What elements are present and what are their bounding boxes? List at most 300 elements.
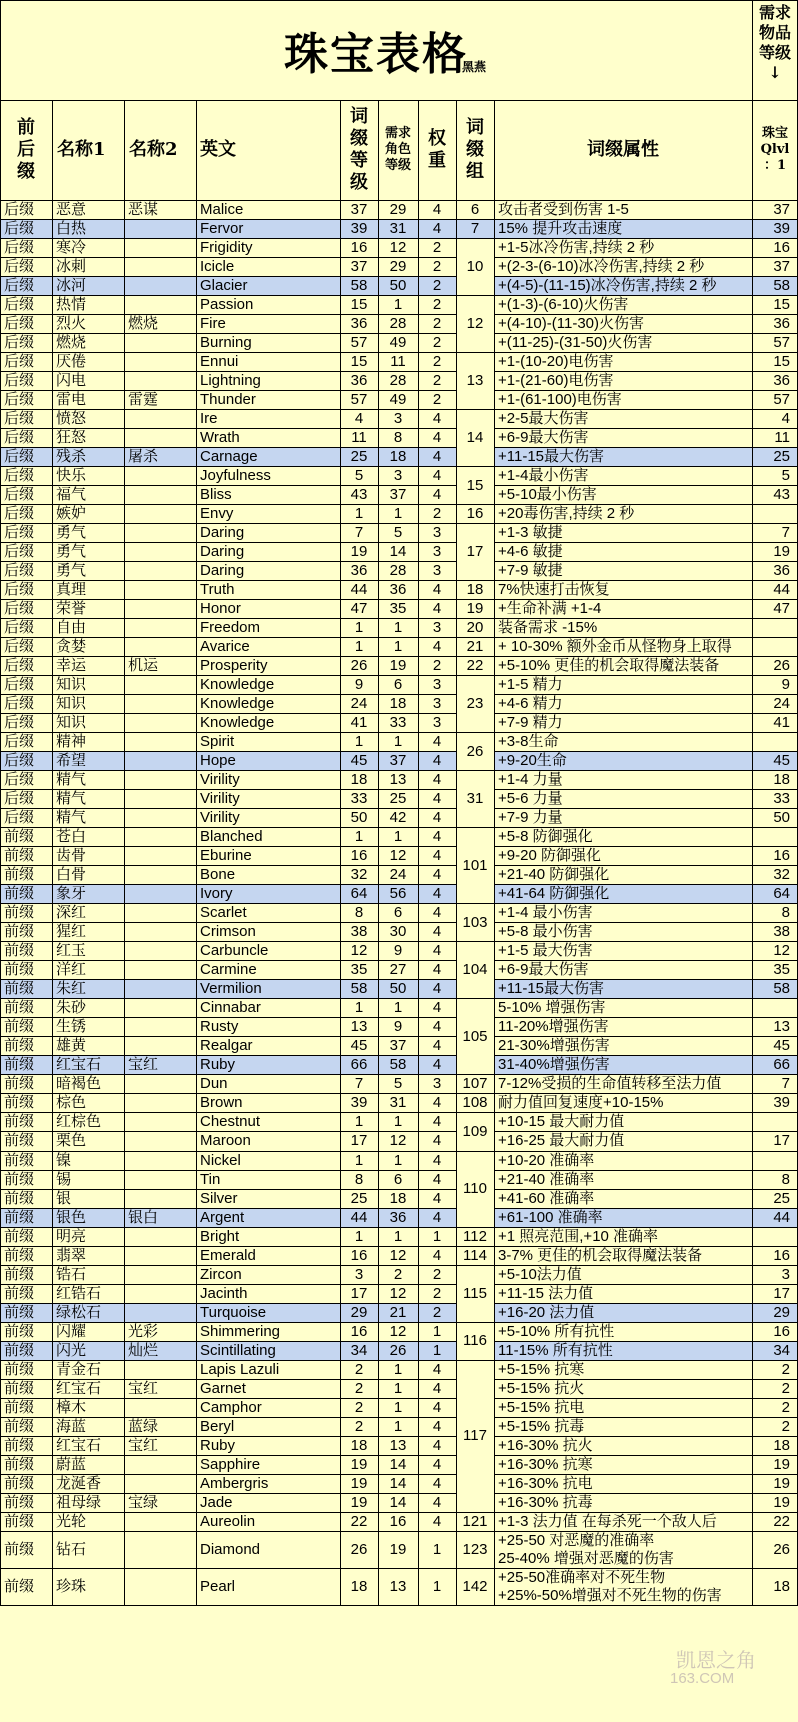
grid-line	[0, 1455, 456, 1456]
jewel-qlvl-cell: 36	[773, 562, 790, 580]
char-level-cell: 6	[393, 1170, 403, 1188]
weight-cell: 4	[432, 1398, 442, 1416]
english-cell: Wrath	[200, 429, 240, 447]
table-row	[0, 1455, 798, 1474]
affix-level-cell: 1	[354, 733, 364, 751]
grid-line	[456, 1512, 494, 1513]
affix-type-cell: 前缀	[4, 904, 35, 922]
attribute-cell: 3-7% 更佳的机会取得魔法装备	[498, 1246, 703, 1264]
affix-level-cell: 17	[350, 1132, 368, 1150]
attribute-cell: +5-15% 抗火	[498, 1379, 585, 1397]
attribute-cell: +21-40 防御强化	[498, 866, 610, 884]
affix-group-cell: 26	[456, 732, 494, 770]
grid-line	[0, 1055, 456, 1056]
header-line: ：1	[763, 158, 787, 173]
name1-cell: 白骨	[56, 866, 87, 884]
jewel-qlvl-cell	[752, 1112, 798, 1131]
english-cell: Scintillating	[196, 1341, 340, 1360]
table-row	[0, 618, 798, 637]
affix-level-cell: 8	[354, 904, 364, 922]
name2-cell	[124, 542, 196, 561]
english-cell: Passion	[200, 296, 254, 314]
name2-cell	[124, 808, 196, 827]
name2-cell	[124, 276, 196, 295]
grid-line	[418, 100, 419, 1605]
name2-cell	[124, 694, 196, 713]
col-header-jewel-qlvl	[752, 100, 798, 200]
affix-level-cell: 18	[350, 1577, 368, 1595]
english-cell: Joyfulness	[200, 467, 271, 485]
name2-cell	[124, 1074, 196, 1093]
affix-level-cell: 2	[354, 1379, 364, 1397]
affix-group-cell: 13	[456, 352, 494, 409]
name1-cell: 雄黄	[56, 1037, 87, 1055]
name2-cell	[124, 1189, 196, 1208]
weight-cell: 1	[432, 1227, 442, 1245]
attribute-cell	[494, 1531, 752, 1568]
english-cell: Silver	[200, 1189, 238, 1207]
jewel-qlvl-cell	[752, 1151, 798, 1170]
weight-cell: 4	[432, 1151, 442, 1169]
table-row	[0, 1398, 798, 1417]
jewel-qlvl-cell: 57	[773, 334, 790, 352]
affix-group-cell: 123	[456, 1531, 494, 1568]
char-level-cell: 1	[393, 999, 403, 1017]
header-char: 词	[350, 106, 368, 127]
name2-cell: 光彩	[128, 1322, 159, 1340]
grid-line	[0, 276, 456, 277]
name2-cell	[124, 789, 196, 808]
char-level-cell: 50	[378, 276, 418, 295]
english-cell: Bone	[200, 866, 236, 884]
affix-level-cell: 57	[350, 334, 368, 352]
english-cell: Carmine	[200, 961, 257, 979]
affix-type-cell: 后缀	[4, 657, 35, 675]
name1-cell: 祖母绿	[56, 1493, 102, 1511]
attribute-cell: +1-4 力量	[498, 771, 563, 789]
affix-level-cell: 5	[354, 467, 364, 485]
affix-type-cell: 前缀	[4, 1577, 35, 1595]
attribute-cell: +7-9 力量	[498, 809, 563, 827]
name1-cell: 红宝石	[56, 1379, 102, 1397]
affix-type-cell: 前缀	[4, 1398, 35, 1416]
affix-type-cell: 前缀	[0, 979, 52, 998]
name2-cell	[124, 352, 196, 371]
jewel-qlvl-cell: 19	[773, 1493, 790, 1511]
english-cell: Scarlet	[200, 904, 247, 922]
name2-cell: 宝红	[124, 1055, 196, 1074]
req-header-line: 等级	[758, 43, 791, 62]
affix-level-cell: 7	[354, 524, 364, 542]
grid-line	[0, 789, 456, 790]
name2-cell	[124, 219, 196, 238]
weight-cell: 4	[432, 847, 442, 865]
affix-type-cell: 前缀	[0, 1208, 52, 1227]
char-level-cell: 1	[393, 1360, 403, 1378]
table-row	[0, 865, 798, 884]
jewel-qlvl-cell: 38	[773, 923, 790, 941]
weight-cell: 2	[432, 334, 442, 352]
col-header-char-level	[378, 100, 418, 200]
english-cell: Honor	[200, 600, 241, 618]
jewel-qlvl-cell: 58	[752, 979, 798, 998]
jewel-qlvl-cell: 18	[773, 1577, 790, 1595]
affix-type-cell: 后缀	[4, 809, 35, 827]
table-row	[0, 1341, 798, 1360]
table-row	[0, 751, 798, 770]
english-cell: Fervor	[196, 219, 340, 238]
attribute-cell: +4-6 精力	[498, 695, 563, 713]
req-header-arrow: ↓	[768, 63, 782, 82]
attribute-cell: +16-30% 抗毒	[498, 1493, 593, 1511]
grid-line	[0, 599, 456, 600]
attribute-cell: +6-9最大伤害	[498, 961, 589, 979]
grid-line	[0, 865, 456, 866]
affix-type-cell: 后缀	[4, 391, 35, 409]
table-row	[0, 1474, 798, 1493]
weight-cell: 4	[432, 1037, 442, 1055]
jewel-qlvl-cell: 19	[773, 543, 790, 561]
header-char: 权	[428, 128, 446, 149]
table-row	[0, 846, 798, 865]
name2-cell	[124, 1151, 196, 1170]
attribute-cell: +1-4最小伤害	[498, 467, 589, 485]
english-cell: Rusty	[200, 1018, 239, 1036]
jewel-qlvl-cell: 36	[773, 315, 790, 333]
attribute-line: +25-50准确率对不死生物	[498, 1568, 666, 1586]
affix-type-cell: 后缀	[4, 790, 35, 808]
char-level-cell: 28	[389, 372, 407, 390]
weight-cell: 4	[432, 942, 442, 960]
affix-type-cell: 后缀	[4, 429, 35, 447]
attribute-cell: +(4-10)-(11-30)火伤害	[498, 315, 645, 333]
grid-line	[196, 100, 197, 1605]
attribute-cell: +20毒伤害,持续 2 秒	[498, 505, 635, 523]
affix-level-cell: 34	[340, 1341, 378, 1360]
jewel-qlvl-cell: 7	[781, 1075, 790, 1093]
grid-line	[0, 100, 798, 101]
weight-cell: 4	[432, 1113, 442, 1131]
attribute-cell: +5-8 防御强化	[498, 828, 593, 846]
name1-cell: 燃烧	[56, 334, 87, 352]
grid-line	[0, 1341, 456, 1342]
char-level-cell: 1	[393, 1227, 403, 1245]
char-level-cell: 1	[393, 1417, 403, 1435]
english-cell: Prosperity	[200, 657, 268, 675]
char-level-cell: 27	[389, 961, 407, 979]
affix-level-cell: 19	[350, 543, 368, 561]
table-row	[0, 922, 798, 941]
name2-cell	[124, 1303, 196, 1322]
grid-line	[0, 1436, 456, 1437]
name1-cell: 栗色	[56, 1132, 87, 1150]
english-cell: Argent	[196, 1208, 340, 1227]
char-level-cell: 28	[389, 562, 407, 580]
attribute-cell: +41-64 防御强化	[494, 884, 752, 903]
affix-level-cell: 8	[354, 1170, 364, 1188]
name2-cell	[124, 1474, 196, 1493]
name2-cell: 屠杀	[124, 447, 196, 466]
weight-cell: 4	[418, 884, 456, 903]
grid-line	[456, 466, 494, 467]
char-level-cell: 25	[389, 790, 407, 808]
grid-line	[0, 1112, 456, 1113]
grid-line	[0, 618, 456, 619]
affix-level-cell: 57	[350, 391, 368, 409]
attribute-cell: +2-5最大伤害	[498, 410, 589, 428]
grid-line	[0, 238, 456, 239]
name1-cell: 勇气	[56, 524, 87, 542]
table-row	[0, 998, 798, 1017]
table-row	[0, 1512, 798, 1531]
table-row	[0, 238, 798, 257]
attribute-cell: 11-15% 所有抗性	[494, 1341, 752, 1360]
attribute-cell: +5-15% 抗寒	[498, 1360, 585, 1378]
name2-cell	[124, 1170, 196, 1189]
attribute-cell: +10-15 最大耐力值	[498, 1113, 625, 1131]
weight-cell: 4	[432, 1512, 442, 1530]
affix-type-cell: 后缀	[4, 353, 35, 371]
english-cell: Carbuncle	[200, 942, 269, 960]
weight-cell: 4	[418, 219, 456, 238]
name1-cell: 白热	[52, 219, 124, 238]
affix-level-cell: 45	[350, 1037, 368, 1055]
affix-level-cell: 9	[354, 676, 364, 694]
name1-cell: 荣誉	[56, 600, 87, 618]
english-cell: Lightning	[200, 372, 261, 390]
char-level-cell: 36	[389, 581, 407, 599]
col-header-affix-level	[340, 100, 378, 200]
grid-line	[0, 561, 456, 562]
weight-cell: 4	[432, 1379, 442, 1397]
english-cell: Fire	[200, 315, 226, 333]
affix-group-cell: 108	[456, 1093, 494, 1112]
char-level-cell: 56	[378, 884, 418, 903]
grid-line	[0, 1474, 456, 1475]
name2-cell: 蓝绿	[128, 1417, 159, 1435]
page-title: 珠宝表格	[284, 29, 468, 80]
affix-group-cell: 121	[456, 1512, 494, 1531]
grid-line	[0, 1568, 456, 1569]
english-cell: Sapphire	[200, 1455, 261, 1473]
table-row	[0, 333, 798, 352]
jewel-qlvl-cell: 57	[773, 391, 790, 409]
affix-group-cell: 10	[456, 238, 494, 295]
jewel-qlvl-cell: 26	[773, 657, 790, 675]
affix-level-cell: 47	[350, 600, 368, 618]
char-level-cell: 49	[389, 334, 407, 352]
name1-cell: 镍	[56, 1151, 72, 1169]
english-cell: Virility	[200, 790, 240, 808]
name1-cell: 福气	[56, 486, 87, 504]
attribute-cell: +(11-25)-(31-50)火伤害	[498, 334, 653, 352]
name1-cell: 精神	[56, 733, 87, 751]
grid-line	[0, 542, 456, 543]
attribute-cell: +9-20 防御强化	[498, 847, 601, 865]
attribute-cell: 21-30%增强伤害	[498, 1037, 610, 1055]
weight-cell: 4	[432, 1360, 442, 1378]
grid-line	[0, 0, 798, 1]
name2-cell: 宝红	[128, 1379, 159, 1397]
grid-line	[0, 922, 456, 923]
affix-type-cell: 前缀	[4, 1113, 35, 1131]
char-level-cell: 42	[389, 809, 407, 827]
grid-line	[0, 656, 456, 657]
grid-line	[0, 219, 456, 220]
name2-cell	[124, 979, 196, 998]
affix-type-cell: 后缀	[4, 695, 35, 713]
weight-cell: 3	[432, 562, 442, 580]
grid-line	[0, 1379, 456, 1380]
char-level-cell: 50	[378, 979, 418, 998]
grid-line	[0, 257, 456, 258]
name1-cell: 红玉	[56, 942, 87, 960]
name1-cell: 热情	[56, 296, 87, 314]
weight-cell: 2	[432, 372, 442, 390]
name2-cell	[124, 238, 196, 257]
name1-cell: 嫉妒	[56, 505, 87, 523]
grid-line	[0, 751, 456, 752]
name1-cell: 红宝石	[52, 1055, 124, 1074]
name1-cell: 愤怒	[56, 410, 87, 428]
name2-cell	[124, 1036, 196, 1055]
grid-line	[456, 352, 494, 353]
affix-level-cell: 1	[354, 828, 364, 846]
grid-line	[456, 1568, 494, 1569]
affix-level-cell: 17	[350, 1284, 368, 1302]
affix-type-cell: 前缀	[0, 884, 52, 903]
jewel-qlvl-cell: 66	[752, 1055, 798, 1074]
grid-line	[456, 1151, 494, 1152]
affix-type-cell: 前缀	[4, 1075, 35, 1093]
grid-line	[0, 523, 456, 524]
grid-line	[0, 314, 456, 315]
attribute-cell: +1-3 敏捷	[498, 524, 563, 542]
grid-line	[0, 100, 1, 1605]
jewel-qlvl-cell	[752, 732, 798, 751]
table-row	[0, 295, 798, 314]
affix-level-cell: 18	[350, 1436, 368, 1454]
affix-type-cell: 前缀	[4, 1417, 35, 1435]
weight-cell: 1	[432, 1322, 442, 1340]
name2-cell	[124, 1455, 196, 1474]
table-row	[0, 1246, 798, 1265]
attribute-cell: 装备需求 -15%	[498, 619, 598, 637]
weight-cell: 3	[432, 695, 442, 713]
affix-level-cell: 2	[354, 1360, 364, 1378]
affix-group-cell: 6	[456, 200, 494, 219]
attribute-cell: 耐力值回复速度+10-15%	[498, 1094, 664, 1112]
jewel-qlvl-cell: 45	[773, 1037, 790, 1055]
affix-level-cell: 1	[354, 1113, 364, 1131]
affix-type-cell: 前缀	[4, 1094, 35, 1112]
header-char: 组	[466, 161, 484, 182]
name2-cell	[124, 827, 196, 846]
affix-type-cell: 后缀	[4, 619, 35, 637]
affix-type-cell: 前缀	[4, 1265, 35, 1283]
table-row	[0, 219, 798, 238]
attribute-cell: +5-15% 抗电	[498, 1398, 585, 1416]
affix-level-cell: 58	[340, 979, 378, 998]
col-header-name1: 名称1	[57, 139, 106, 160]
jewel-qlvl-cell: 18	[773, 771, 790, 789]
name2-cell: 雷霆	[128, 391, 159, 409]
affix-level-cell: 2	[354, 1417, 364, 1435]
grid-line	[52, 100, 53, 1605]
english-cell: Brown	[200, 1094, 243, 1112]
affix-group-cell: 19	[456, 599, 494, 618]
english-cell: Eburine	[200, 847, 252, 865]
char-level-cell: 37	[389, 486, 407, 504]
name2-cell	[124, 466, 196, 485]
affix-type-cell: 后缀	[4, 600, 35, 618]
attribute-cell: +16-30% 抗寒	[498, 1455, 593, 1473]
attribute-cell: +5-15% 抗毒	[498, 1417, 585, 1435]
affix-level-cell: 3	[354, 1265, 364, 1283]
grid-line	[378, 100, 379, 1605]
header-char: 缀	[17, 161, 35, 182]
name2-cell	[124, 1531, 196, 1568]
grid-line	[0, 295, 456, 296]
attribute-cell: +21-40 准确率	[498, 1170, 595, 1188]
name2-cell	[124, 295, 196, 314]
attribute-cell: +7-9 精力	[498, 714, 563, 732]
char-level-cell: 24	[389, 866, 407, 884]
grid-line	[0, 675, 456, 676]
weight-cell: 4	[432, 201, 442, 218]
name2-cell	[124, 618, 196, 637]
weight-cell: 4	[432, 1018, 442, 1036]
name1-cell: 幸运	[56, 657, 87, 675]
affix-type-cell: 后缀	[4, 201, 35, 218]
char-level-cell: 14	[389, 1455, 407, 1473]
table-row	[0, 1151, 798, 1170]
name2-cell	[124, 1512, 196, 1531]
jewel-qlvl-cell: 11	[774, 429, 790, 447]
jewel-qlvl-cell: 37	[773, 201, 790, 218]
name2-cell	[124, 732, 196, 751]
char-level-cell: 49	[389, 391, 407, 409]
table-row	[0, 979, 798, 998]
char-level-cell: 9	[393, 942, 403, 960]
jewel-qlvl-cell: 16	[773, 239, 790, 257]
weight-cell: 2	[432, 505, 442, 523]
weight-cell: 4	[432, 1417, 442, 1435]
attribute-cell: +5-10% 更佳的机会取得魔法装备	[498, 657, 720, 675]
grid-line	[0, 1227, 456, 1228]
name2-cell: 机运	[128, 657, 159, 675]
english-cell: Frigidity	[200, 239, 253, 257]
jewel-qlvl-cell: 25	[773, 1189, 790, 1207]
grid-line	[0, 637, 456, 638]
english-cell: Hope	[196, 751, 340, 770]
affix-type-cell: 后缀	[4, 467, 35, 485]
name2-cell	[124, 960, 196, 979]
weight-cell: 4	[432, 866, 442, 884]
jewel-qlvl-cell	[752, 637, 798, 656]
grid-line	[0, 1074, 456, 1075]
char-level-cell: 35	[389, 600, 407, 618]
attribute-cell: +11-15 法力值	[498, 1284, 594, 1302]
attribute-cell: +1-4 最小伤害	[498, 904, 593, 922]
affix-type-cell: 后缀	[4, 505, 35, 523]
weight-cell: 2	[432, 1265, 442, 1283]
grid-line	[0, 0, 1, 100]
attribute-line: +25%-50%增强对不死生物的伤害	[498, 1586, 722, 1604]
table-row	[0, 637, 798, 656]
grid-line	[0, 1605, 798, 1606]
req-header-line: 需求	[758, 3, 791, 22]
